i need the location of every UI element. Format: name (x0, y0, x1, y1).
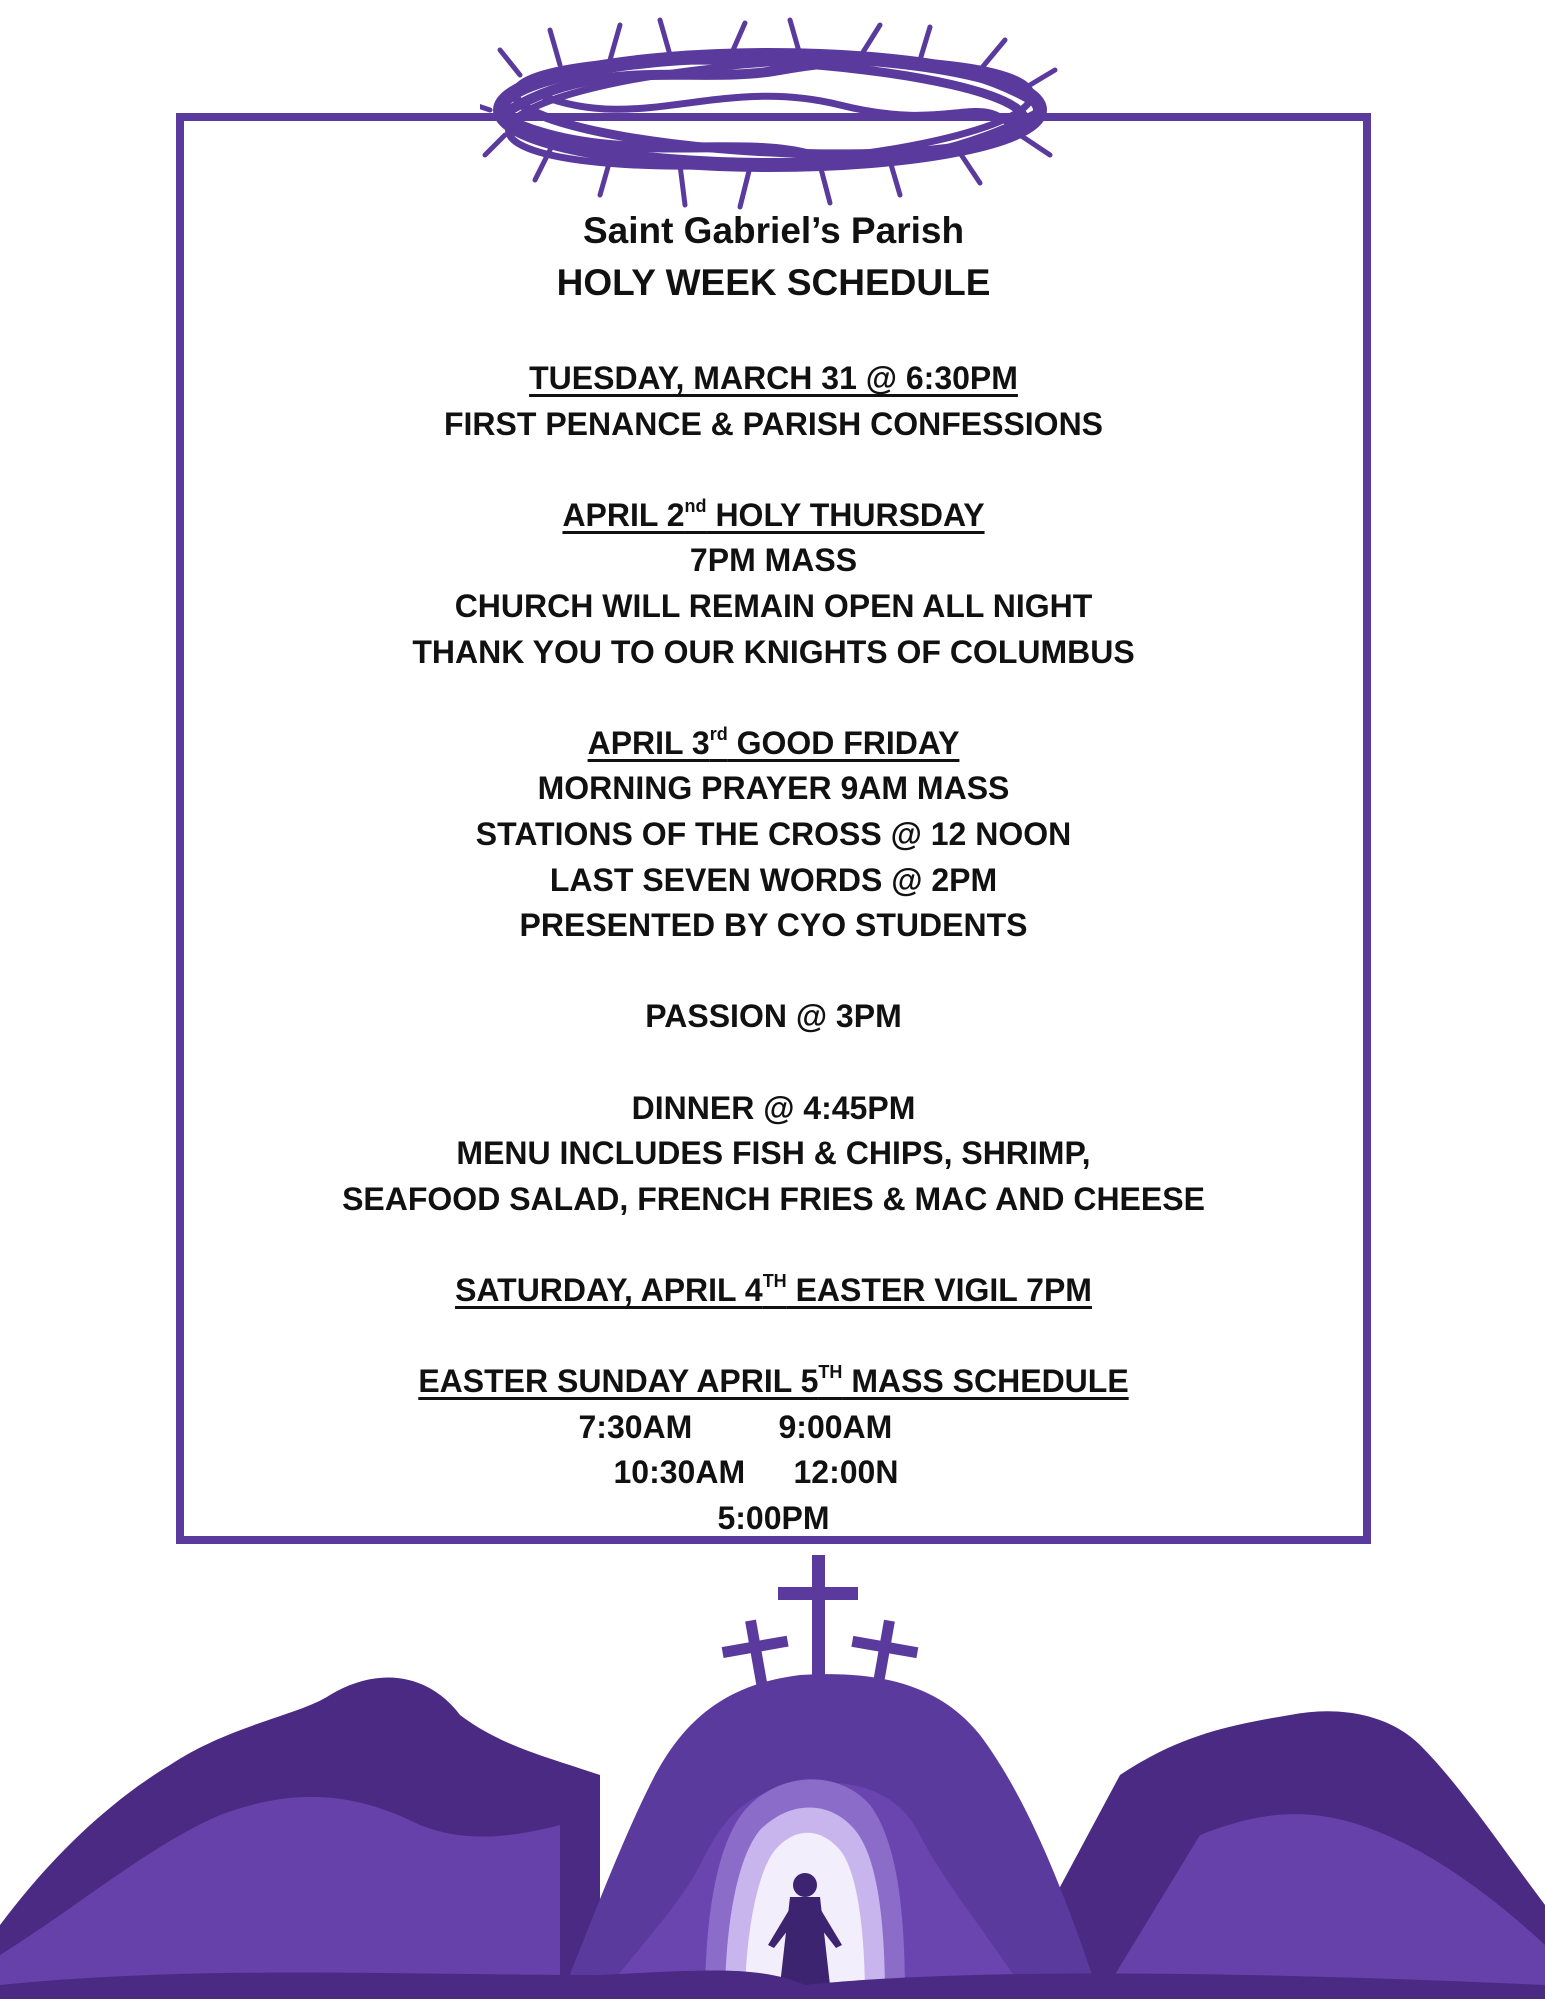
friday-line: MORNING PRAYER 9AM MASS (537, 770, 1010, 807)
friday-line: PRESENTED BY CYO STUDENTS (519, 907, 1028, 944)
mass-time: 10:30AM (613, 1454, 746, 1491)
mass-time: 9:00AM (778, 1408, 893, 1445)
dinner-line: DINNER @ 4:45PM (631, 1089, 916, 1126)
thursday-heading: APRIL 2nd HOLY THURSDAY (562, 495, 985, 533)
menu-line: MENU INCLUDES FISH & CHIPS, SHRIMP, (456, 1135, 1091, 1172)
schedule-content (184, 205, 1363, 1541)
mass-times-row (184, 1405, 1363, 1451)
menu-line: SEAFOOD SALAD, FRENCH FRIES & MAC AND CHEESE (342, 1180, 1205, 1217)
thursday-line: 7PM MASS (689, 542, 858, 579)
mass-time: 5:00PM (717, 1499, 830, 1536)
parish-name: Saint Gabriel’s Parish (582, 210, 965, 251)
tuesday-heading: TUESDAY, MARCH 31 @ 6:30PM (529, 360, 1018, 396)
sunday-heading: EASTER SUNDAY APRIL 5TH MASS SCHEDULE (418, 1362, 1129, 1400)
friday-line: STATIONS OF THE CROSS @ 12 NOON (475, 815, 1072, 852)
tuesday-line: FIRST PENANCE & PARISH CONFESSIONS (443, 405, 1104, 442)
thursday-line: THANK YOU TO OUR KNIGHTS OF COLUMBUS (412, 633, 1135, 670)
thursday-line: CHURCH WILL REMAIN OPEN ALL NIGHT (454, 587, 1093, 624)
passion-line: PASSION @ 3PM (645, 998, 902, 1035)
mass-times-row (184, 1450, 1363, 1496)
mass-time: 7:30AM (578, 1408, 693, 1445)
page-title: HOLY WEEK SCHEDULE (556, 262, 991, 303)
calvary-scene (0, 1545, 1545, 1999)
mass-time: 12:00N (793, 1454, 899, 1491)
saturday-heading: SATURDAY, APRIL 4TH EASTER VIGIL 7PM (455, 1270, 1092, 1308)
friday-line: LAST SEVEN WORDS @ 2PM (549, 861, 998, 898)
friday-heading: APRIL 3rd GOOD FRIDAY (587, 723, 960, 761)
